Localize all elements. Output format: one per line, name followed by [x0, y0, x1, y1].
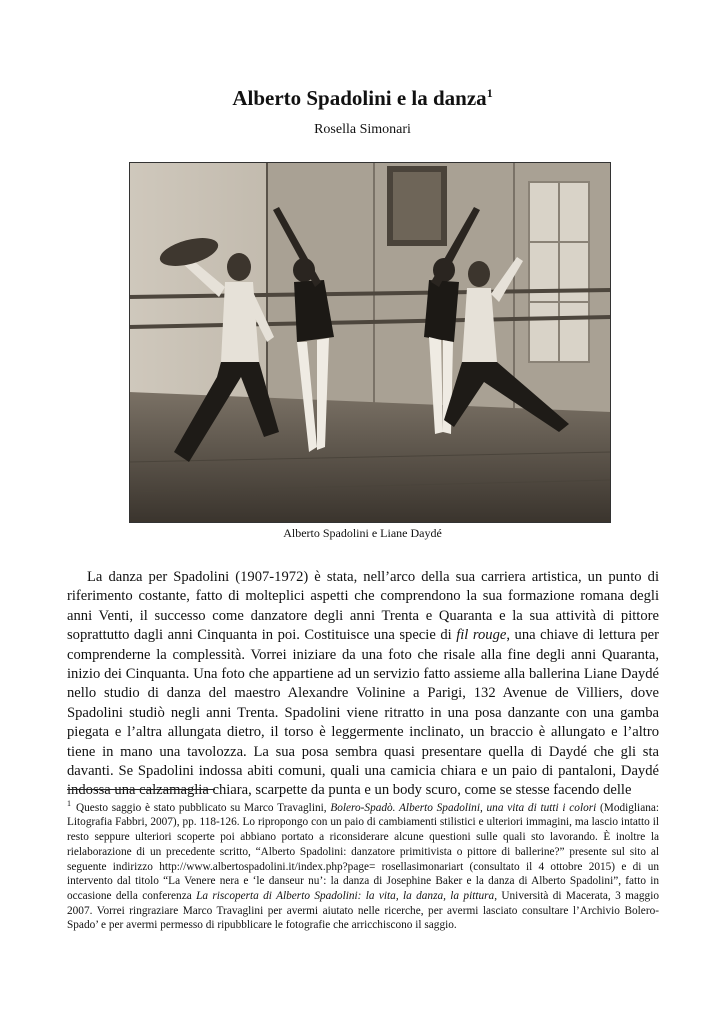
photo-caption: Alberto Spadolini e Liane Daydé — [283, 526, 442, 540]
dancers-photo — [129, 162, 611, 523]
footnote — [67, 797, 659, 933]
footnote-separator — [67, 789, 215, 790]
author-name: Rosella Simonari — [314, 122, 411, 137]
title-text: Alberto Spadolini e la danza — [232, 86, 487, 110]
footnote-italic-1: Bolero-Spadò. Alberto Spadolini, una vita di tutti i colori — [330, 801, 597, 814]
body-paragraph — [67, 568, 659, 801]
body-text-1: La danza per Spadolini (1907-1972) è stata, nell’arco della sua carriera artistica, un punto di riferimento costante, fatto di molteplici aspetti che comprendono la sua formazione romana degli anni Venti, il successo come danzatore degli anni Trenta e Quaranta e la sua attività di pittore soprattutto dagli anni Cinquanta in poi. Costituisce una specie di — [67, 569, 659, 644]
footnote-italic-2: La riscoperta di Alberto Spadolini: la vita, la danza, la pittura — [196, 889, 495, 902]
body-italic-term: fil rouge — [456, 627, 507, 644]
footnote-text-1: Questo saggio è stato pubblicato su Marco Travaglini, — [76, 801, 327, 814]
footnote-text-2: (Modigliana: Litografia Fabbri, 2007), pp. 118-126. Lo ripropongo con un paio di cambiamenti stilistici e ulteriori immagini, ma lascio intatto il resto seppure ulteriori scoperte poi abbiano portato a riconsiderare alcune questioni sulle quali sto lavorando. È inoltre la rielaborazione di un precedente scritto, “Alberto Spadolini: danzatore primitivista o pittore di ballerine?” presente sul sito al seguente indirizzo http://www.albertospadolini.it/index.php?page= rosellasimonariart (consultato il 4 ottobre 2015) e di un intervento dal titolo “La Venere nera e ‘le danseur nu’: la danza di Josephine Baker e la danza di Alberto Spadolini”, fatto in occasione della conferenza — [67, 801, 660, 902]
footnote-text-3: , Università di Macerata, 3 maggio 2007. Vorrei ringraziare Marco Travaglini per avermi aiutato nelle ricerche, per avermi lasciato consultare l’Archivio Bolero-Spado’ e per avermi permesso di ripubblicare le fotografie che arricchiscono il saggio. — [67, 889, 659, 932]
footnote-mark: 1 — [67, 799, 71, 808]
body-text-2: , una chiave di lettura per comprenderne la complessità. Vorrei iniziare da una foto che risale alla fine degli anni Quaranta, inizio dei Cinquanta. Una foto che appartiene ad un servizio fatto assieme alla ballerina Liane Daydé nello studio di danza del maestro Alexandre Volinine a Parigi, 132 Avenue de Villiers, dove Spadolini studiò negli anni Trenta. Spadolini viene ritratto in una posa danzante con una gamba piegata e l’altra allungata dietro, il torso è leggermente inclinato, un braccio è allungato e l’altro tiene in mano una tavolozza. La sua posa sembra quasi presentare quella di Daydé che gli sta davanti. Se Spadolini indossa abiti comuni, quali una camicia chiara e un paio di pantaloni, Daydé indossa una calzamaglia chiara, scarpette da punta e un body scuro, come se stesse facendo delle — [67, 627, 659, 799]
title-footnote-mark: 1 — [486, 86, 493, 100]
page-title — [0, 86, 725, 111]
